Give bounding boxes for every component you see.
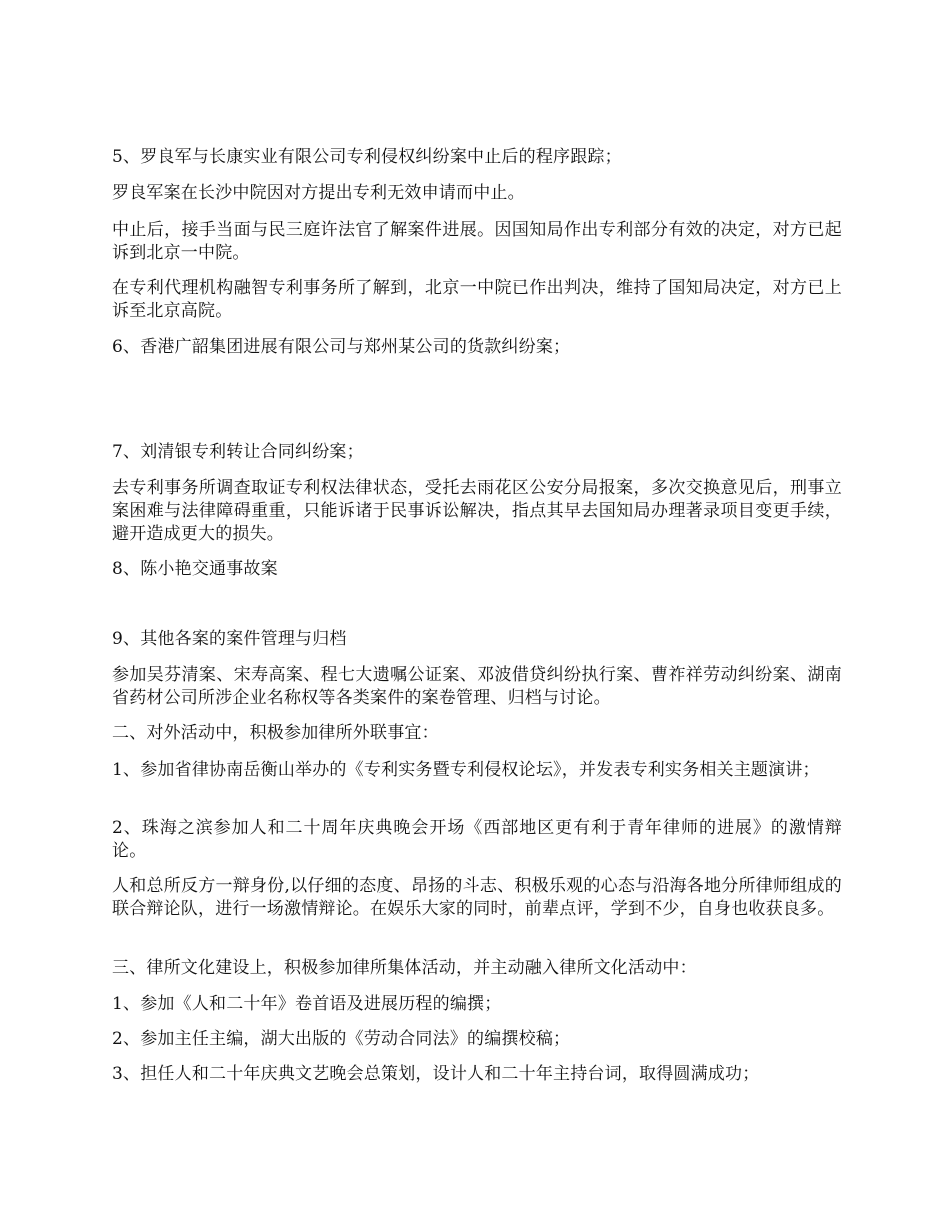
paragraph-debate-event: 2、珠海之滨参加人和二十周年庆典晚会开场《西部地区更有利于青年律师的进展》的激情辩论。 — [112, 818, 842, 861]
paragraph-gala-planning: 3、担任人和二十年庆典文艺晚会总策划，设计人和二十年主持台词，取得圆满成功； — [112, 1064, 760, 1084]
paragraph-item-9-heading: 9、其他各案的案件管理与归档 — [112, 629, 347, 649]
paragraph-luo-case-status: 罗良军案在长沙中院因对方提出专利无效申请而中止。 — [112, 183, 525, 203]
paragraph-luo-case-progress: 中止后，接手当面与民三庭许法官了解案件进展。因国知局作出专利部分有效的决定，对方已起诉到北京一中院。 — [112, 220, 842, 263]
paragraph-luo-case-appeal: 在专利代理机构融智专利事务所了解到，北京一中院已作出判决，维持了国知局决定，对方已上诉至北京高院。 — [112, 278, 842, 321]
paragraph-debate-detail: 人和总所反方一辩身份,以仔细的态度、昂扬的斗志、积极乐观的心态与沿海各地分所律师组成的联合辩论队，进行一场激情辩论。在娱乐大家的同时，前辈点评，学到不少，自身也收获良多。 — [112, 876, 842, 919]
paragraph-forum-speech: 1、参加省律协南岳衡山举办的《专利实务暨专利侵权论坛》，并发表专利实务相关主题演讲； — [112, 760, 820, 780]
paragraph-item-8-heading: 8、陈小艳交通事故案 — [112, 559, 278, 579]
paragraph-yearbook-editing: 1、参加《人和二十年》卷首语及进展历程的编撰； — [112, 994, 502, 1014]
paragraph-item-6-heading: 6、香港广韶集团进展有限公司与郑州某公司的货款纠纷案； — [112, 337, 571, 357]
paragraph-section-2-heading: 二、对外活动中，积极参加律所外联事宜： — [112, 723, 439, 743]
paragraph-item-7-heading: 7、刘清银专利转让合同纠纷案； — [112, 442, 364, 462]
paragraph-section-3-heading: 三、律所文化建设上，积极参加律所集体活动，并主动融入律所文化活动中： — [112, 958, 697, 978]
paragraph-case-management-detail: 参加吴芬清案、宋寿高案、程七大遗嘱公证案、邓波借贷纠纷执行案、曹祚祥劳动纠纷案、湖南省药材公司所涉企业名称权等各类案件的案卷管理、归档与讨论。 — [112, 665, 842, 708]
paragraph-liu-case-detail: 去专利事务所调查取证专利权法律状态，受托去雨花区公安分局报案，多次交换意见后，刑事立案困难与法律障碍重重，只能诉诸于民事诉讼解决，指点其早去国知局办理著录项目变更手续，避开造成更大的损失。 — [112, 478, 842, 544]
paragraph-labor-law-editing: 2、参加主任主编，湖大出版的《劳动合同法》的编撰校稿； — [112, 1029, 571, 1049]
paragraph-item-5-heading: 5、罗良军与长康实业有限公司专利侵权纠纷案中止后的程序跟踪； — [112, 147, 622, 167]
